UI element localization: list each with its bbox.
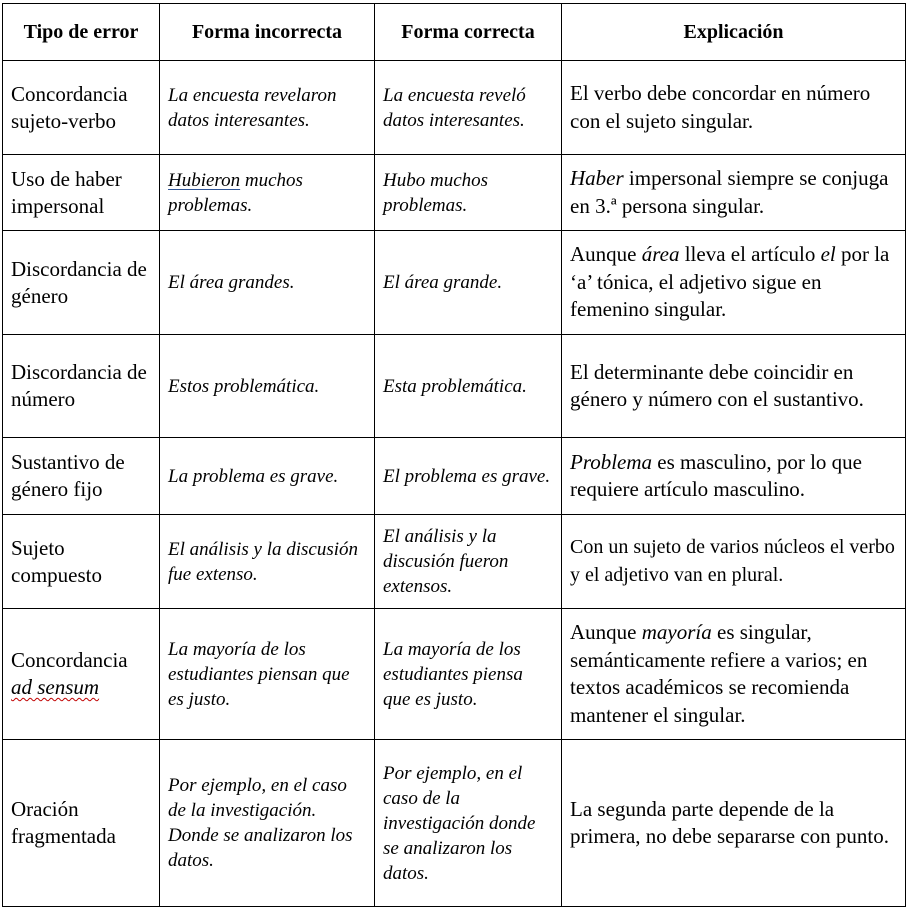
table-row <box>3 231 906 335</box>
incorrect-form-rest: muchos problemas. <box>168 169 303 216</box>
table-row <box>3 438 906 515</box>
cell-error-type: Oración fragmentada <box>3 740 160 907</box>
error-type-part: Concordancia <box>11 648 128 672</box>
cell-incorrect-form: La problema es grave. <box>160 438 375 515</box>
cell-incorrect-form: El análisis y la discusión fue extenso. <box>160 515 375 609</box>
cell-incorrect-form: El área grandes. <box>160 231 375 335</box>
explanation-part: es singular, semánticamente refiere a varios; en textos académicos se recomienda mantener el singular. <box>570 620 868 727</box>
cell-explanation <box>562 438 906 515</box>
explanation-emphasis: Problema <box>570 449 653 474</box>
grammar-errors-table <box>2 3 906 907</box>
cell-explanation: El determinante debe coincidir en género y número con el sustantivo. <box>562 335 906 438</box>
cell-error-type: Discordancia de número <box>3 335 160 438</box>
cell-correct-form: El área grande. <box>375 231 562 335</box>
explanation-emphasis: área <box>641 242 680 267</box>
error-type-emphasis: ad sensum <box>11 675 100 699</box>
explanation-part: Aunque <box>570 620 642 644</box>
cell-incorrect-form <box>160 155 375 231</box>
cell-correct-form: La mayoría de los estudiantes piensa que es justo. <box>375 609 562 740</box>
table-header-row <box>3 4 906 61</box>
table-row <box>3 155 906 231</box>
table-row <box>3 740 906 907</box>
explanation-part: Aunque <box>570 242 642 267</box>
table-row <box>3 609 906 740</box>
cell-explanation: Con un sujeto de varios núcleos el verbo y el adjetivo van en plural. <box>562 515 906 609</box>
cell-correct-form: El problema es grave. <box>375 438 562 515</box>
cell-error-type: Concordancia sujeto-verbo <box>3 61 160 155</box>
cell-incorrect-form: Estos problemática. <box>160 335 375 438</box>
cell-correct-form: La encuesta reveló datos interesantes. <box>375 61 562 155</box>
explanation-part: por la ‘a’ tónica, el adjetivo sigue en femenino singular. <box>570 242 890 322</box>
cell-explanation: El verbo debe concordar en número con el sujeto singular. <box>562 61 906 155</box>
underlined-word: Hubieron <box>168 169 241 191</box>
explanation-rest: es masculino, por lo que requiere artículo masculino. <box>570 449 863 501</box>
explanation-emphasis: Haber <box>570 166 624 190</box>
cell-explanation <box>562 155 906 231</box>
cell-correct-form: El análisis y la discusión fueron extensos. <box>375 515 562 609</box>
cell-error-type: Uso de haber impersonal <box>3 155 160 231</box>
cell-incorrect-form: La encuesta revelaron datos interesantes. <box>160 61 375 155</box>
cell-correct-form: Esta problemática. <box>375 335 562 438</box>
cell-explanation: La segunda parte depende de la primera, no debe separarse con punto. <box>562 740 906 907</box>
cell-explanation <box>562 231 906 335</box>
header-forma-incorrecta: Forma incorrecta <box>160 4 375 61</box>
cell-incorrect-form: Por ejemplo, en el caso de la investigación. Donde se analizaron los datos. <box>160 740 375 907</box>
cell-correct-form: Por ejemplo, en el caso de la investigación donde se analizaron los datos. <box>375 740 562 907</box>
cell-error-type: Sujeto compuesto <box>3 515 160 609</box>
table-row <box>3 335 906 438</box>
table-row <box>3 515 906 609</box>
cell-correct-form: Hubo muchos problemas. <box>375 155 562 231</box>
cell-explanation <box>562 609 906 740</box>
header-tipo-de-error: Tipo de error <box>3 4 160 61</box>
header-forma-correcta: Forma correcta <box>375 4 562 61</box>
table-row <box>3 61 906 155</box>
explanation-emphasis: mayoría <box>641 620 712 644</box>
cell-error-type <box>3 609 160 740</box>
explanation-rest: impersonal siempre se conjuga en 3.ª persona singular. <box>570 166 889 218</box>
cell-error-type: Sustantivo de género fijo <box>3 438 160 515</box>
cell-incorrect-form: La mayoría de los estudiantes piensan que es justo. <box>160 609 375 740</box>
header-explicacion: Explicación <box>562 4 906 61</box>
explanation-emphasis: el <box>820 242 836 267</box>
explanation-part: lleva el artículo <box>679 242 821 267</box>
cell-error-type: Discordancia de género <box>3 231 160 335</box>
